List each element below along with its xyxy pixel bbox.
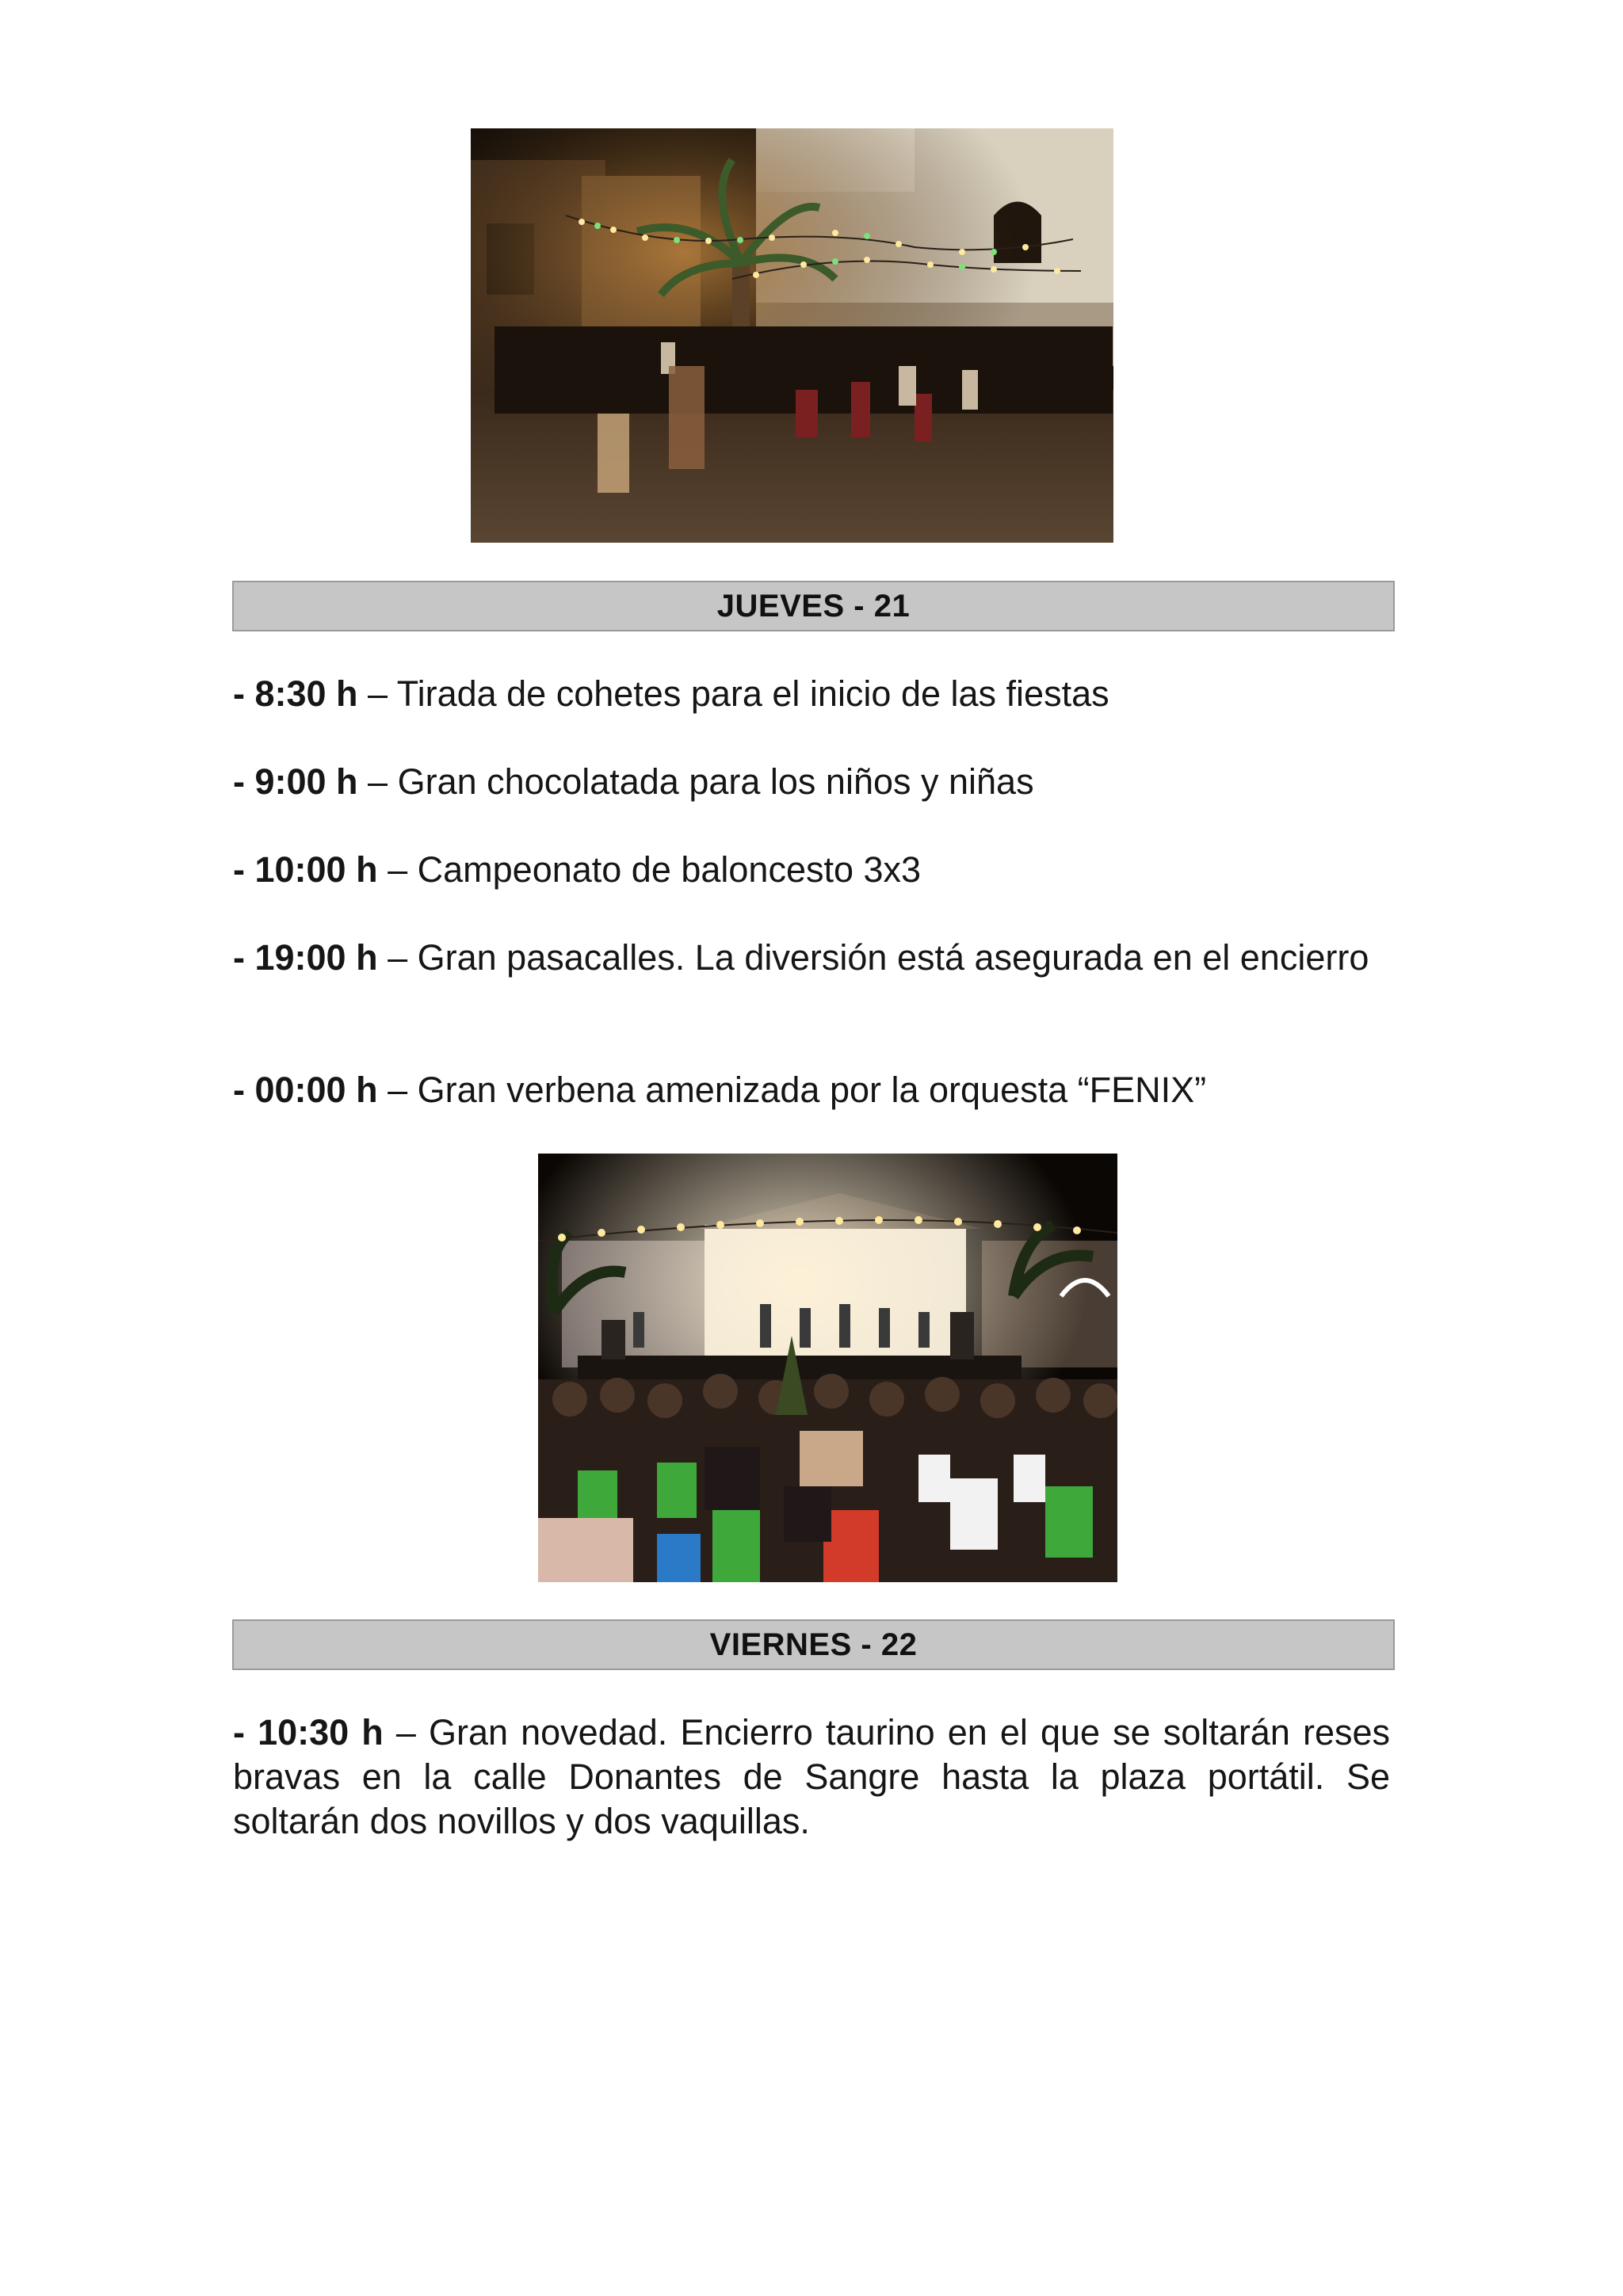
concert-stage-photo [538, 1154, 1117, 1582]
event-time: - 10:00 h [233, 849, 378, 890]
event-description: Gran novedad. Encierro taurino en el que se soltarán reses bravas en la calle Donantes de Sangre hasta la plaza portátil. Se soltarán dos novillos y dos vaquillas. [233, 1712, 1390, 1841]
event-item [233, 672, 1390, 716]
event-item [233, 760, 1390, 804]
event-time: - 8:30 h [233, 673, 358, 714]
event-item [233, 1711, 1390, 1844]
event-separator: – [357, 673, 397, 714]
event-separator: – [377, 1070, 418, 1110]
event-time: - 00:00 h [233, 1070, 378, 1110]
event-time: - 10:30 h [233, 1712, 384, 1753]
event-item [233, 848, 1390, 892]
day-header-viernes: VIERNES - 22 [232, 1619, 1395, 1670]
event-description: Tirada de cohetes para el inicio de las fiestas [396, 673, 1109, 714]
event-separator: – [383, 1712, 429, 1753]
event-item [233, 936, 1390, 980]
event-time: - 9:00 h [233, 761, 358, 802]
plaza-night-photo [471, 128, 1113, 543]
event-separator: – [377, 849, 418, 890]
event-description: Gran verbena amenizada por la orquesta “FENIX” [417, 1070, 1207, 1110]
day-header-jueves: JUEVES - 21 [232, 581, 1395, 631]
event-description: Gran pasacalles. La diversión está asegurada en el encierro [417, 937, 1369, 978]
event-time: - 19:00 h [233, 937, 378, 978]
event-separator: – [377, 937, 418, 978]
event-item [233, 1068, 1390, 1112]
event-description: Campeonato de baloncesto 3x3 [417, 849, 922, 890]
event-separator: – [357, 761, 398, 802]
event-description: Gran chocolatada para los niños y niñas [397, 761, 1034, 802]
